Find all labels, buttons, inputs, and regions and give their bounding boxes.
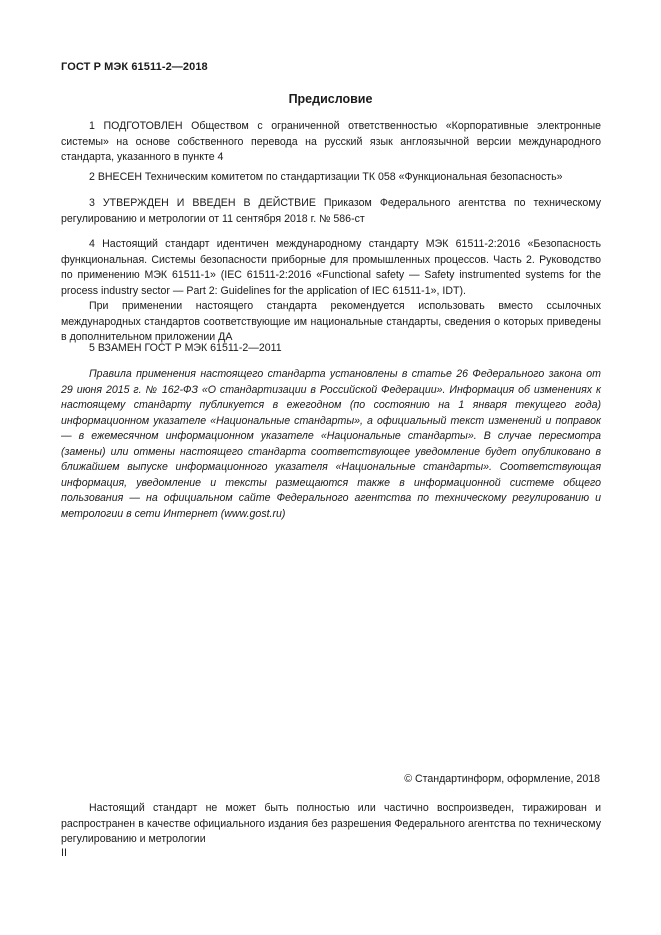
section-1 (61, 119, 601, 166)
section-5 (61, 341, 601, 357)
section-4-note: При применении настоящего стандарта рекомендуется использовать вместо ссылочных международных стандартов соответствующие им национальные стандарты, сведения о которых приведены в дополнительном приложении ДА (61, 300, 601, 343)
section-1-text: 1 ПОДГОТОВЛЕН Обществом с ограниченной ответственностью «Корпоративные электронные системы» на основе собственного перевода на русский язык англоязычной версии международного стандарта, указанного в пункте 4 (61, 120, 601, 163)
section-4-text: 4 Настоящий стандарт идентичен международному стандарту МЭК 61511-2:2016 «Безопасность функциональная. Системы безопасности приборные для промышленных процессов. Часть 2. Руководство по применению МЭК 61511-1» (IEC 61511-2:2016 «Functional safety — Safety instrumented systems for the process industry sector — Part 2: Guidelines for the application of IEC 61511-1», IDT). (61, 238, 601, 297)
page-number: II (61, 847, 67, 859)
document-code-header: ГОСТ Р МЭК 61511-2—2018 (61, 61, 208, 73)
section-4 (61, 237, 601, 346)
section-3-text: 3 УТВЕРЖДЕН И ВВЕДЕН В ДЕЙСТВИЕ Приказом Федерального агентства по техническому регулированию и метрологии от 11 сентября 2018 г. № 586-ст (61, 197, 601, 225)
section-2 (61, 170, 601, 186)
rules-notice: Правила применения настоящего стандарта установлены в статье 26 Федерального закона от 29 июня 2015 г. № 162-ФЗ «О стандартизации в Российской Федерации». Информация об изменениях к настоящему стандарту публикуется в ежегодном (по состоянию на 1 января текущего года) информационном указателе «Национальные стандарты», а официальный текст изменений и поправок — в ежемесячном информационном указателе «Национальные стандарты». В случае пересмотра (замены) или отмены настоящего стандарта соответствующее уведомление будет опубликовано в ближайшем выпуске информационного указателя «Национальные стандарты». Соответствующая информация, уведомление и тексты размещаются также в информационной системе общего пользования — на официальном сайте Федерального агентства по техническому регулированию и метрологии в сети Интернет (www.gost.ru) (61, 368, 601, 520)
copyright-line: © Стандартинформ, оформление, 2018 (404, 773, 600, 785)
page-title: Предисловие (288, 92, 373, 106)
section-3 (61, 196, 601, 227)
reproduction-notice: Настоящий стандарт не может быть полностью или частично воспроизведен, тиражирован и распространен в качестве официального издания без разрешения Федерального агентства по техническому регулированию и метрологии (61, 802, 601, 845)
section-2-text: 2 ВНЕСЕН Техническим комитетом по стандартизации ТК 058 «Функциональная безопасность» (89, 171, 563, 183)
section-5-text: 5 ВЗАМЕН ГОСТ Р МЭК 61511-2—2011 (89, 342, 282, 354)
